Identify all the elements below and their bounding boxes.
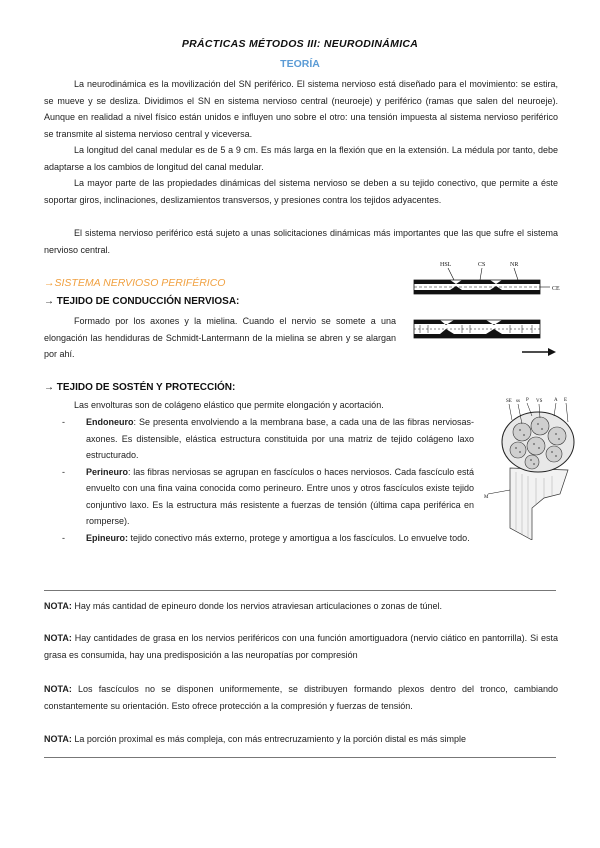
note-fasciculos: NOTA: Los fascículos no se disponen uniformemente, se distribuyen formando plexos dentro del tronco, cambiando constantemente su orientación. Esto ofrece protección a la compresión y fuerzas de tensión.: [44, 684, 558, 711]
heading-sistema-nervioso-periferico: →SISTEMA NERVIOSO PERIFÉRICO: [44, 277, 226, 289]
list-item-epineuro: - Epineuro: tejido conectivo más externo, protege y amortigua a los fascículos. Lo envuelve todo.: [62, 532, 470, 543]
paragraph-tejido-conectivo: La mayor parte de las propiedades dinámicas del sistema nervioso se deben a su tejido conectivo, que permite a éste soportar giros, inclinaciones, deslizamientos transversos, y presiones contra los tejidos adyacentes.: [44, 178, 558, 205]
label-ss: ss: [516, 399, 520, 404]
paragraph-conduccion: Formado por los axones y la mielina. Cuando el nervio se somete a una elongación las hendiduras de Schmidt-Lantermann de la mielina se abren y se alargan por ahí.: [44, 316, 396, 359]
nerve-fiber-diagram: [410, 256, 570, 366]
label-nr: NR: [510, 262, 519, 268]
label-hsl: HSL: [440, 262, 452, 268]
paragraph-canal-medular: La longitud del canal medular es de 5 a 9 cm. Es más larga en la flexión que en la extensión. La médula por tanto, debe adaptarse a los cambios de longitud del canal medular.: [44, 145, 558, 172]
note-porcion-proximal: NOTA: La porción proximal es más compleja, con más entrecruzamiento y la porción distal es más simple: [44, 734, 466, 744]
label-se: SE: [506, 399, 512, 404]
label-a: A: [554, 398, 558, 403]
note-epineuro: NOTA: Hay más cantidad de epineuro donde los nervios atraviesan articulaciones o zonas de túnel.: [44, 601, 443, 611]
label-e: E: [564, 398, 568, 403]
heading-tejido-sosten: → TEJIDO DE SOSTÉN Y PROTECCIÓN:: [44, 382, 236, 393]
label-p: P: [526, 398, 529, 403]
note-grasa: NOTA: Hay cantidades de grasa en los nervios periféricos con una función amortiguadora (nervio ciático en pantorrilla). Si esta grasa es consumida, hay una predisposición a las neuropatías por compresión: [44, 633, 558, 660]
label-m: M: [484, 495, 489, 500]
list-item-endoneuro: - Endoneuro: Se presenta envolviendo a la membrana base, a cada una de las fibras nerviosas-axones. Es distensible, elástica estructura constituida por una matriz de tejido colágeno laxo estructurado.: [62, 417, 474, 460]
divider-bottom: [44, 757, 556, 758]
label-vs: VS: [536, 399, 543, 404]
paragraph-snp-solicitaciones: El sistema nervioso periférico está sujeto a unas solicitaciones dinámicas más importantes que las que sufre el sistema nervioso central.: [44, 228, 558, 255]
label-cs: CS: [478, 262, 486, 268]
divider-top: [44, 590, 556, 591]
paragraph-envolturas: Las envolturas son de colágeno elástico que permite elongación y acortación.: [74, 400, 384, 410]
section-title-teoria: TEORÍA: [280, 58, 320, 70]
heading-tejido-conduccion: → TEJIDO DE CONDUCCIÓN NERVIOSA:: [44, 296, 240, 307]
paragraph-neurodinamica: La neurodinámica es la movilización del SN periférico. El sistema nervioso está diseñado para el movimiento: se estira, se mueve y se desliza. Dividimos el SN en sistema nervioso central (neuroeje) y periférico (ramas que salen del neuroeje). Aunque en realidad a nivel físico están unidos e influyen uno sobre el otro: una tensión impuesta al sistema nervioso periférico se transmite al sistema nervioso central y viceversa.: [44, 79, 558, 139]
label-ce: CE: [552, 286, 560, 292]
page-title: PRÁCTICAS MÉTODOS III: NEURODINÁMICA: [181, 38, 419, 50]
nerve-cross-section-figure: [482, 390, 578, 540]
list-item-perineuro: - Perineuro: las fibras nerviosas se agrupan en fascículos o haces nerviosos. Cada fascículo está envuelto con una fina vaina conocida como perineuro. Entre unos y otros fascículos existe tejido conjuntivo laxo. Es la estructura más resistente a fuerzas de tensión (última capa periférica en romperse).: [62, 466, 474, 526]
envolturas-list: [62, 414, 474, 546]
